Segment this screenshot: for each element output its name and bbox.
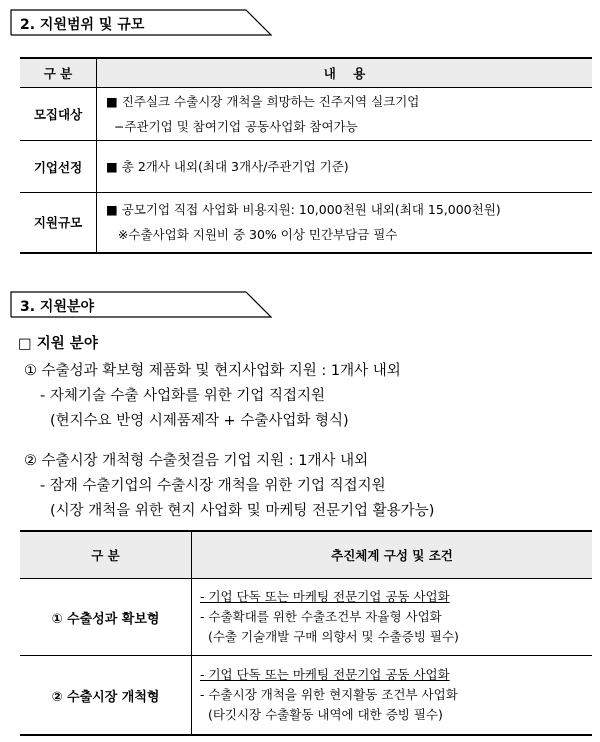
row-head: ② 수출시장 개척형 [20,656,192,736]
row-line: - 수출시장 개척을 위한 현지활동 조건부 사업화 [200,687,458,702]
item-2-line-2: - 잠재 수출기업의 수출시장 개척을 위한 기업 직접지원 [40,478,386,494]
support-field-heading: □ 지원 분야 [18,336,98,352]
item-1-line-3: (현지수요 반영 시제품제작 + 수출사업화 형식) [50,413,349,429]
support-scope-table [20,57,592,254]
row-head: 기업선정 [20,141,97,193]
row-line: - 수출확대를 위한 수출조건부 자율형 사업화 [200,609,442,624]
col-head-category: 구 분 [20,58,97,88]
row-head: 지원규모 [20,193,97,253]
section-2-title-box [10,9,272,36]
item-2-line-3: (시장 개척을 위한 현지 사업화 및 마케팅 전문기업 활용가능) [50,503,435,519]
col-head-content: 내 용 [97,58,593,88]
row-line: (타깃시장 수출활동 내역에 대한 증빙 필수) [200,707,443,722]
col-head-conditions: 추진체계 구성 및 조건 [192,531,593,579]
row-body [192,656,593,736]
support-structure-table [20,530,592,736]
row-line: ■ 공모기업 직접 사업화 비용지원: 10,000천원 내외(최대 15,000천원) [106,202,501,218]
table-row [20,141,592,193]
row-head: 모집대상 [20,88,97,141]
row-line: ※수출사업화 지원비 중 30% 이상 민간부담금 필수 [106,227,398,243]
row-line: - 기업 단독 또는 마케팅 전문기업 공동 사업화 [200,589,450,604]
item-2-line-1: ② 수출시장 개척형 수출첫걸음 기업 지원 : 1개사 내외 [24,453,369,469]
table-row [20,579,592,656]
row-line: ■ 총 2개사 내외(최대 3개사/주관기업 기준) [106,159,349,174]
row-line: ■ 진주실크 수출시장 개척을 희망하는 진주지역 실크기업 [106,94,420,109]
row-body [97,141,593,193]
item-1-line-1: ① 수출성과 확보형 제품화 및 현지사업화 지원 : 1개사 내외 [24,363,401,379]
table-row [20,656,592,736]
row-body [97,88,593,141]
section-3-title: 3. 지원분야 [20,299,95,315]
row-line: −주관기업 및 참여기업 공동사업화 참여가능 [106,119,358,134]
item-1-line-2: - 자체기술 수출 사업화를 위한 기업 직접지원 [40,388,326,404]
row-line: (수출 기술개발 구매 의향서 및 수출증빙 필수) [200,629,459,644]
row-line: - 기업 단독 또는 마케팅 전문기업 공동 사업화 [200,667,450,682]
table-row [20,88,592,141]
section-3-title-box [10,291,272,318]
section-2-title: 2. 지원범위 및 규모 [20,17,145,33]
row-body [97,193,593,253]
table-row [20,193,592,253]
col-head-category: 구 분 [20,531,192,579]
row-head: ① 수출성과 확보형 [20,579,192,656]
row-body [192,579,593,656]
